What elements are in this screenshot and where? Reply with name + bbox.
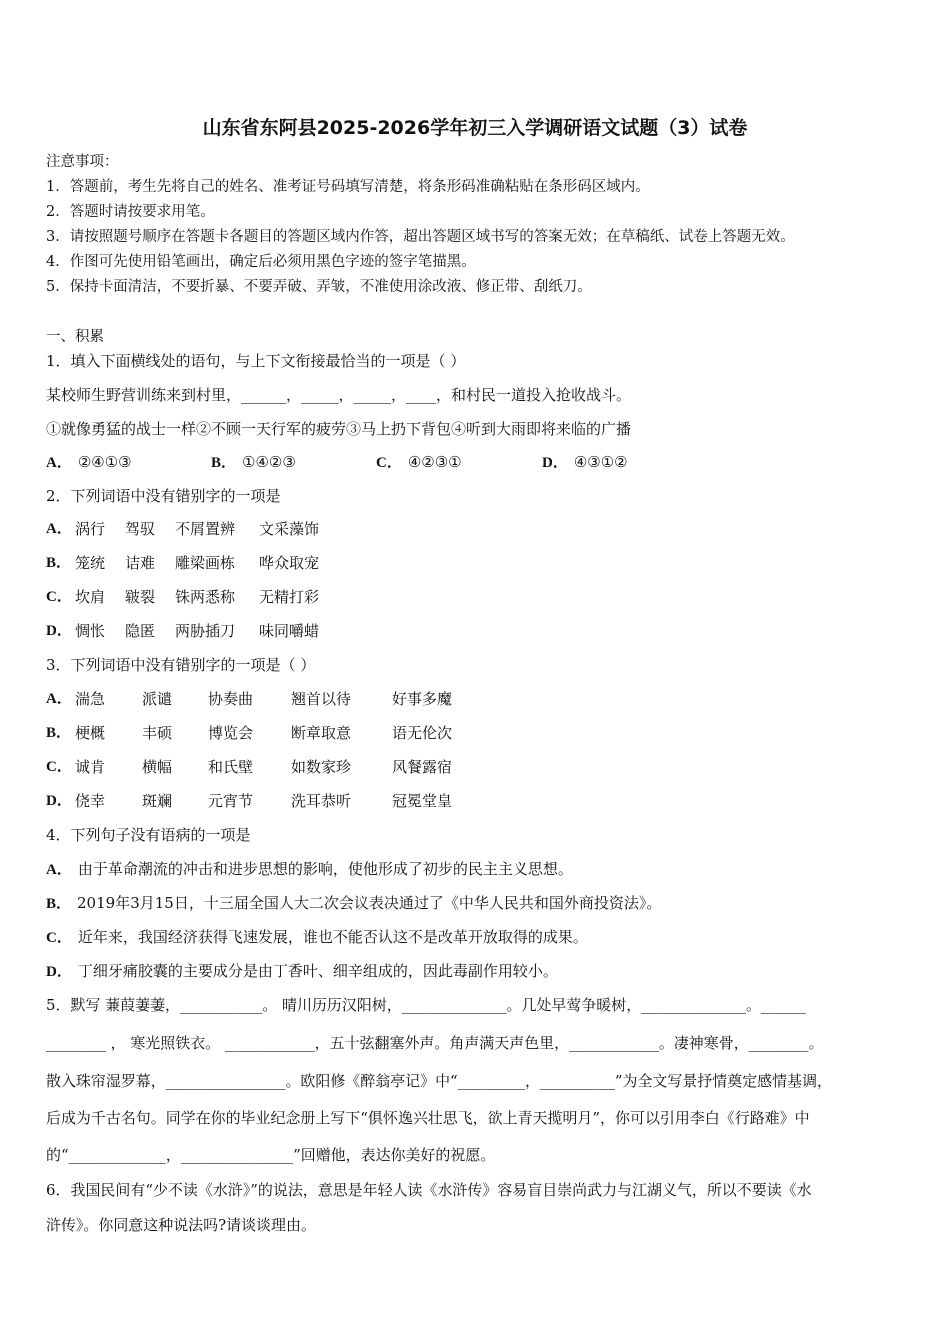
option-text: 丁细牙痛胶囊的主要成分是由丁香叶、细辛组成的，因此毒副作用较小。 bbox=[77, 962, 558, 980]
option-d[interactable] bbox=[542, 452, 628, 473]
notice-item: 5．保持卡面清洁，不要折暴、不要弄破、弄皱，不准使用涂改液、修正带、刮纸刀。 bbox=[46, 279, 592, 295]
option-word: 博览会 bbox=[208, 724, 254, 742]
notice-heading: 注意事项： bbox=[46, 154, 119, 170]
question-1-context: 某校师生野营训练来到村里，______，_____，_____，____，和村民一道投入抢收战斗。 bbox=[46, 386, 632, 404]
option-text: ②④①③ bbox=[77, 453, 132, 471]
question-4-stem: 4．下列句子没有语病的一项是 bbox=[46, 826, 251, 844]
option-text: 2019年3月15日，十三届全国人大二次会议表决通过了《中华人民共和国外商投资法》。 bbox=[77, 894, 662, 912]
question-5-line: ________ ， 寒光照铁衣。 ____________，五十弦翻塞外声。角声满天声色里，____________。凄神寒骨，________。 bbox=[46, 1034, 824, 1052]
option-word: 皲裂 bbox=[125, 588, 156, 606]
option-label: C． bbox=[46, 589, 72, 605]
option-word: 如数家珍 bbox=[291, 758, 352, 776]
question-5-line: 后成为千古名句。同学在你的毕业纪念册上写下“俱怀逸兴壮思飞，欲上青天揽明月”，你可以引用李白《行路难》中 bbox=[46, 1109, 810, 1127]
option-label: B． bbox=[46, 896, 72, 912]
option-word: 断章取意 bbox=[291, 724, 352, 742]
option-word: 派谴 bbox=[142, 690, 173, 708]
question-4-option-b[interactable] bbox=[46, 893, 661, 914]
option-word: 元宵节 bbox=[208, 792, 254, 810]
question-5-line: 的“_____________，_______________”回赠他，表达你美好的祝愿。 bbox=[46, 1146, 496, 1164]
option-text: ④②③① bbox=[407, 453, 462, 471]
option-label: B． bbox=[46, 725, 72, 741]
option-word: 涡行 bbox=[75, 520, 106, 538]
option-text: ④③①② bbox=[573, 453, 628, 471]
option-c[interactable] bbox=[376, 452, 462, 473]
option-word: 铢两悉称 bbox=[175, 588, 236, 606]
page-title: 山东省东阿县2025-2026学年初三入学调研语文试题（3）试卷 bbox=[202, 117, 748, 139]
option-word: 协奏曲 bbox=[208, 690, 254, 708]
notice-item: 2．答题时请按要求用笔。 bbox=[46, 204, 215, 220]
option-text: 近年来，我国经济获得飞速发展，谁也不能否认这不是改革开放取得的成果。 bbox=[77, 928, 588, 946]
question-5-line: 散入珠帘湿罗幕，________________。欧阳修《醉翁亭记》中“_________，__________”为全文写景抒情奠定感情基调， bbox=[46, 1072, 833, 1090]
question-6-line: 浒传》。你同意这种说法吗?请谈谈理由。 bbox=[46, 1216, 316, 1234]
question-1-sentences: ①就像勇猛的战士一样②不顾一天行军的疲劳③马上扔下背包④听到大雨即将来临的广播 bbox=[46, 420, 632, 438]
question-1-stem: 1．填入下面横线处的语句，与上下文衔接最恰当的一项是（ ） bbox=[46, 352, 466, 370]
question-4-option-c[interactable] bbox=[46, 927, 588, 948]
option-word: 哗众取宠 bbox=[259, 554, 320, 572]
option-word: 诘难 bbox=[125, 554, 156, 572]
option-word: 和氏壁 bbox=[208, 758, 254, 776]
option-word: 驾驭 bbox=[125, 520, 156, 538]
option-word: 坎肩 bbox=[75, 588, 106, 606]
option-word: 惆怅 bbox=[75, 622, 106, 640]
notice-item: 4．作图可先使用铅笔画出，确定后必须用黑色字迹的签字笔描黑。 bbox=[46, 254, 476, 270]
option-label: A． bbox=[46, 455, 72, 471]
option-label: C． bbox=[376, 455, 402, 471]
option-word: 诚肯 bbox=[75, 758, 106, 776]
option-label: D． bbox=[46, 623, 72, 639]
option-label: D． bbox=[542, 455, 568, 471]
option-a[interactable] bbox=[46, 452, 132, 473]
option-word: 斑斓 bbox=[142, 792, 173, 810]
option-b[interactable] bbox=[211, 452, 296, 473]
question-3-stem: 3．下列词语中没有错别字的一项是（ ） bbox=[46, 656, 316, 674]
option-word: 冠冕堂皇 bbox=[392, 792, 453, 810]
notice-item: 1．答题前，考生先将自己的姓名、准考证号码填写清楚，将条形码准确粘贴在条形码区域内。 bbox=[46, 179, 650, 195]
option-label: A． bbox=[46, 691, 72, 707]
option-label: D． bbox=[46, 964, 72, 980]
option-word: 隐匿 bbox=[125, 622, 156, 640]
option-word: 湍急 bbox=[75, 690, 106, 708]
question-4-option-d[interactable] bbox=[46, 961, 558, 982]
notice-item: 3．请按照题号顺序在答题卡各题目的答题区域内作答，超出答题区域书写的答案无效；在草稿纸、试卷上答题无效。 bbox=[46, 229, 795, 245]
option-label: C． bbox=[46, 930, 72, 946]
option-label: A． bbox=[46, 521, 72, 537]
option-word: 洗耳恭听 bbox=[291, 792, 352, 810]
question-6-line: 6．我国民间有“少不读《水浒》”的说法，意思是年轻人读《水浒传》容易盲目崇尚武力与江湖义气，所以不要读《水 bbox=[46, 1181, 812, 1199]
option-label: A． bbox=[46, 862, 72, 878]
option-label: B． bbox=[211, 455, 237, 471]
option-word: 两胁插刀 bbox=[175, 622, 236, 640]
question-4-option-a[interactable] bbox=[46, 859, 573, 880]
option-word: 无精打彩 bbox=[259, 588, 320, 606]
option-word: 好事多魔 bbox=[392, 690, 453, 708]
option-word: 雕梁画栋 bbox=[175, 554, 236, 572]
option-word: 味同嚼蜡 bbox=[259, 622, 320, 640]
option-text: ①④②③ bbox=[242, 453, 296, 471]
option-label: B． bbox=[46, 555, 72, 571]
section-heading: 一、积累 bbox=[46, 329, 104, 345]
option-word: 翘首以待 bbox=[291, 690, 352, 708]
option-word: 语无伦次 bbox=[392, 724, 453, 742]
option-word: 笼统 bbox=[75, 554, 106, 572]
option-label: C． bbox=[46, 759, 72, 775]
option-word: 不屑置辨 bbox=[175, 520, 236, 538]
option-word: 丰硕 bbox=[142, 724, 173, 742]
option-word: 风餐露宿 bbox=[392, 758, 453, 776]
option-label: D． bbox=[46, 793, 72, 809]
option-word: 侥幸 bbox=[75, 792, 106, 810]
option-word: 文采藻饰 bbox=[259, 520, 320, 538]
option-word: 梗概 bbox=[75, 724, 106, 742]
question-2-stem: 2．下列词语中没有错别字的一项是 bbox=[46, 487, 281, 505]
option-text: 由于革命潮流的冲击和进步思想的影响，使他形成了初步的民主主义思想。 bbox=[77, 860, 573, 878]
option-word: 横幅 bbox=[142, 758, 173, 776]
question-5-line: 5．默写 蒹葭萋萋，___________。 晴川历历汉阳树，______________。几处早莺争暖树，______________。______ bbox=[46, 996, 806, 1014]
